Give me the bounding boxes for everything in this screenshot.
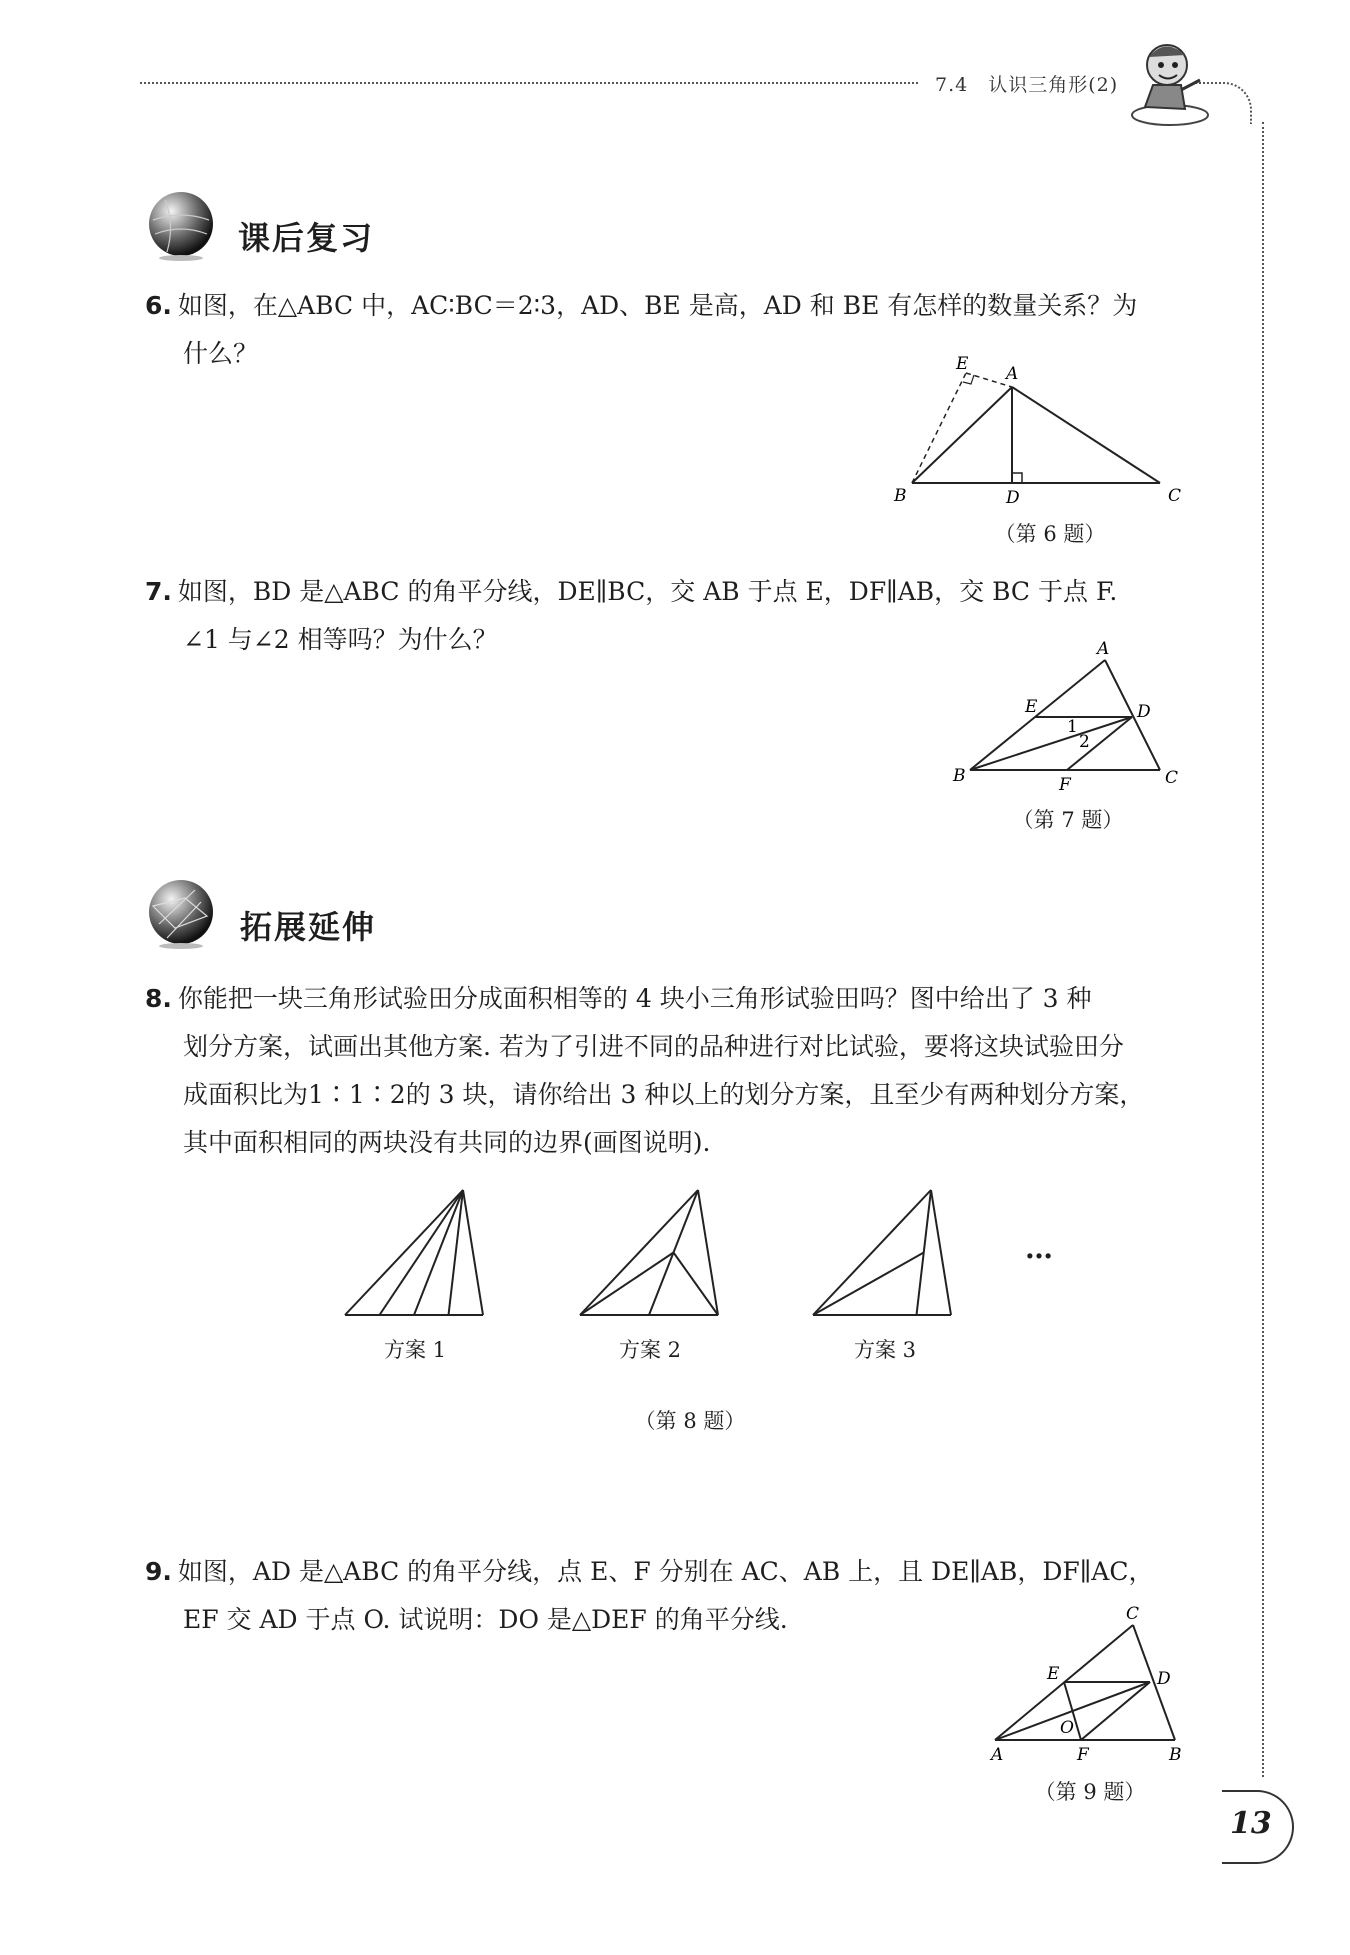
point-label-F: F <box>1059 775 1071 795</box>
point-label-C: C <box>1168 486 1182 506</box>
ellipsis: … <box>1025 1232 1053 1265</box>
figure-q6-triangle <box>890 355 1190 510</box>
mascot-icon <box>1125 35 1215 130</box>
figure-caption-q7: （第 7 题） <box>1012 808 1124 832</box>
question-text: 什么？ <box>183 339 259 368</box>
point-label-C: C <box>1126 1604 1140 1624</box>
point-label-E: E <box>1025 697 1038 717</box>
point-label-A: A <box>1006 364 1019 384</box>
point-label-C: C <box>1165 768 1179 788</box>
plan-label-1: 方案 1 <box>383 1338 447 1362</box>
question-text: 如图，AD 是△ABC 的角平分线，点 E、F 分别在 AC、AB 上，且 DE∥AB，DF∥AC， <box>177 1557 1154 1586</box>
question-text: 划分方案，试画出其他方案. 若为了引进不同的品种进行对比试验，要将这块试验田分 <box>183 1032 1124 1061</box>
figure-plan-1 <box>340 1185 490 1320</box>
question-text: 如图，在△ABC 中，AC∶BC＝2∶3，AD、BE 是高，AD 和 BE 有怎样的数量关系？为 <box>177 291 1138 320</box>
question-number: 8. <box>145 984 172 1013</box>
question-number: 7. <box>145 577 172 606</box>
figure-q7-triangle <box>945 640 1195 800</box>
angle-label-1: 1 <box>1067 717 1078 737</box>
page-number: 13 <box>1230 1806 1272 1841</box>
figure-caption-q8: （第 8 题） <box>634 1409 746 1433</box>
figure-caption-q9: （第 9 题） <box>1034 1780 1146 1804</box>
angle-label-2: 2 <box>1079 732 1090 752</box>
point-label-B: B <box>953 766 966 786</box>
question-number: 9. <box>145 1557 172 1586</box>
figure-q9-triangle <box>975 1600 1205 1765</box>
point-label-A: A <box>1097 640 1110 659</box>
point-label-D: D <box>1006 488 1020 508</box>
point-label-B: B <box>894 486 907 506</box>
globe-icon <box>145 190 217 262</box>
point-label-F: F <box>1077 1745 1089 1765</box>
plan-label-3: 方案 3 <box>853 1338 917 1362</box>
point-label-E: E <box>956 355 969 374</box>
page-frame-right <box>1262 122 1264 1777</box>
point-label-D: D <box>1137 702 1151 722</box>
section-header: 7.4 认识三角形(2) <box>935 74 1119 96</box>
question-number: 6. <box>145 291 172 320</box>
globe-icon <box>145 878 217 950</box>
section-title-extension: 拓展延伸 <box>240 908 377 946</box>
point-label-O: O <box>1060 1718 1074 1738</box>
point-label-A: A <box>991 1745 1004 1765</box>
section-title-review: 课后复习 <box>238 219 375 257</box>
point-label-D: D <box>1157 1669 1171 1689</box>
page-number-badge <box>1222 1790 1294 1864</box>
plan-label-2: 方案 2 <box>618 1338 682 1362</box>
question-text: ∠1 与∠2 相等吗？为什么？ <box>183 625 498 654</box>
question-text: EF 交 AD 于点 O. 试说明：DO 是△DEF 的角平分线. <box>183 1605 788 1634</box>
point-label-B: B <box>1169 1745 1182 1765</box>
question-8 <box>145 975 1205 1167</box>
figure-plan-2 <box>575 1185 725 1320</box>
question-text: 成面积比为1∶1∶2的 3 块，请你给出 3 种以上的划分方案，且至少有两种划分方案， <box>183 1080 1145 1109</box>
figure-plan-3 <box>808 1185 958 1320</box>
question-text: 你能把一块三角形试验田分成面积相等的 4 块小三角形试验田吗？图中给出了 3 种 <box>177 984 1092 1013</box>
question-text: 其中面积相同的两块没有共同的边界(画图说明). <box>183 1128 711 1157</box>
figure-caption-q6: （第 6 题） <box>994 522 1106 546</box>
question-text: 如图，BD 是△ABC 的角平分线，DE∥BC，交 AB 于点 E，DF∥AB，交 BC 于点 F. <box>177 577 1118 606</box>
point-label-E: E <box>1047 1664 1060 1684</box>
header-dotted-line <box>140 82 918 84</box>
